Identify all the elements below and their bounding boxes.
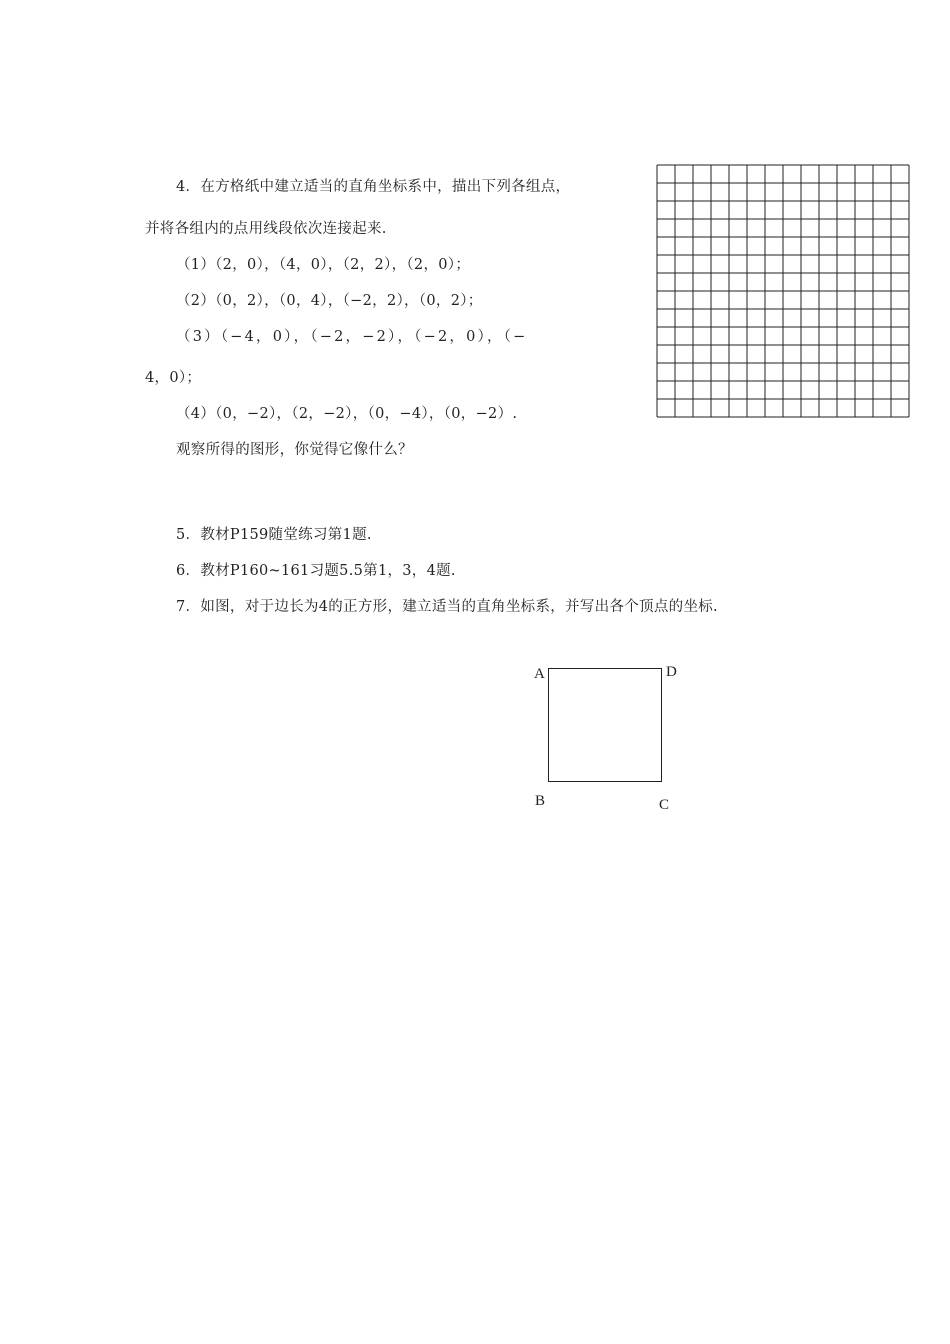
problem5: 5．教材P159随堂练习第1题. <box>176 527 372 543</box>
vertex-label-d: D <box>666 664 677 680</box>
problem4-question: 观察所得的图形，你觉得它像什么？ <box>176 442 413 458</box>
problem4-group3-line2: 4，0）； <box>145 370 202 386</box>
square-figure <box>548 668 662 782</box>
vertex-label-c: C <box>659 797 670 813</box>
problem4-intro-line1: 4．在方格纸中建立适当的直角坐标系中，描出下列各组点， <box>176 179 571 195</box>
vertex-label-a: A <box>534 666 545 682</box>
problem4-group2: （2）（0，2），（0，4），（−2，2），（0，2）； <box>176 293 483 309</box>
problem4-group1: （1）（2，0），（4，0），（2，2），（2，0）； <box>176 257 471 273</box>
problem4-group4: （4）（0，−2），（2，−2），（0，−4），（0，−2）. <box>176 406 518 422</box>
problem7: 7．如图，对于边长为4的正方形，建立适当的直角坐标系，并写出各个顶点的坐标. <box>176 599 718 615</box>
vertex-label-b: B <box>535 793 546 809</box>
problem6: 6．教材P160~161习题5.5第1，3，4题. <box>176 563 456 579</box>
graph-paper-grid <box>656 164 910 418</box>
problem4-group3-line1: （3）（−4，0），（−2，−2），（−2，0），（− <box>176 329 528 345</box>
problem4-intro-line2: 并将各组内的点用线段依次连接起来. <box>145 221 387 237</box>
